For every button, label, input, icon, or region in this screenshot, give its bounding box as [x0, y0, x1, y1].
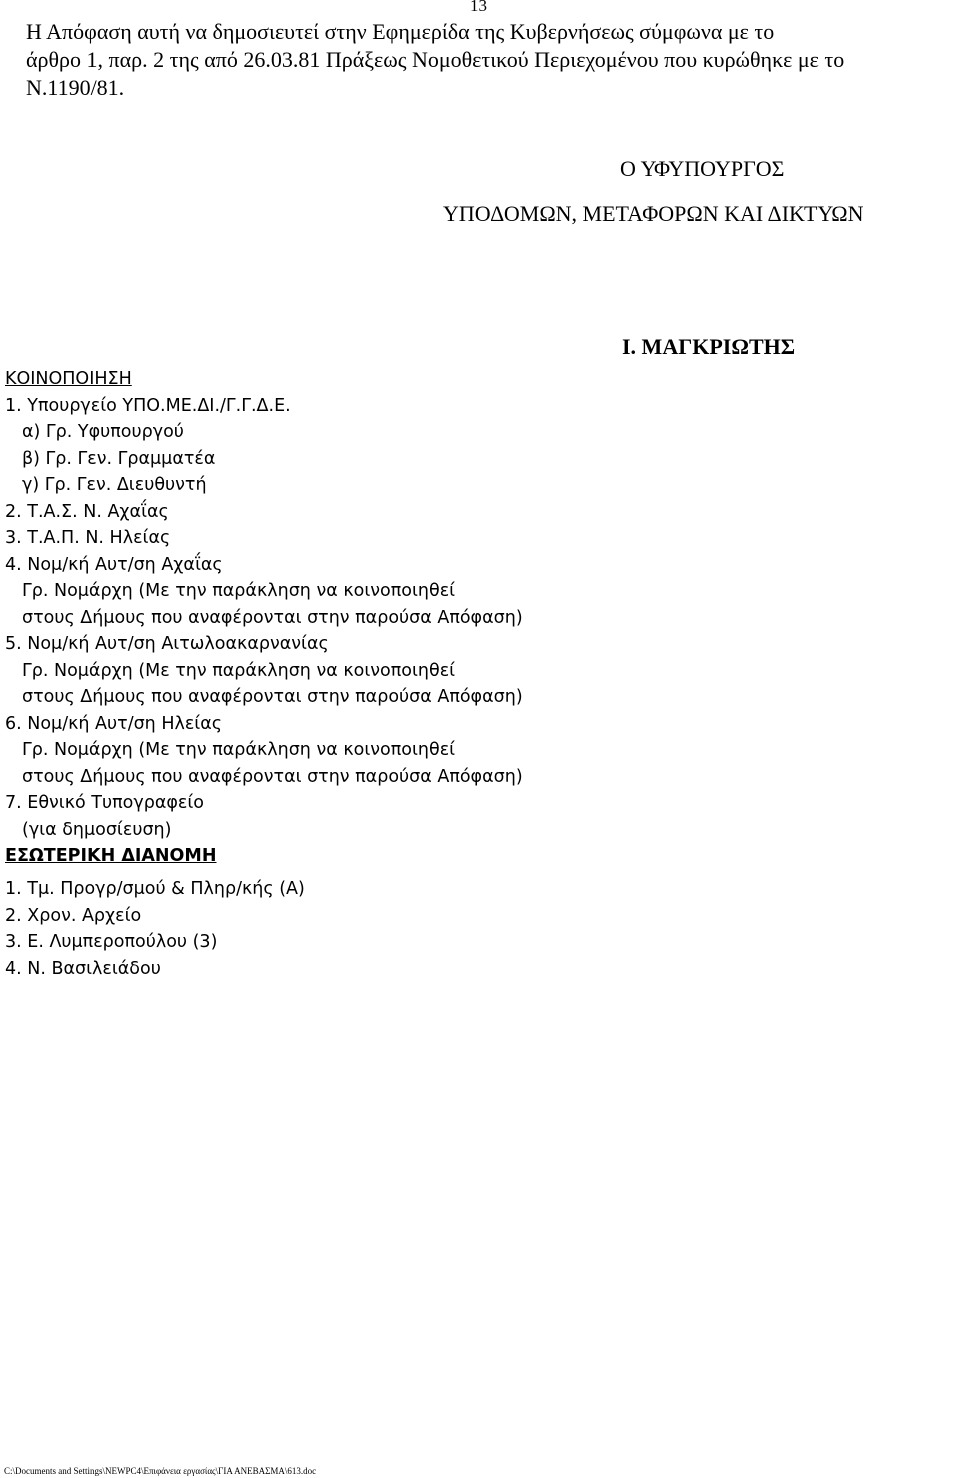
list-item: 3. Τ.Α.Π. Ν. Ηλείας: [5, 528, 171, 548]
list-item: 5. Νομ/κή Αυτ/ση Αιτωλοακαρνανίας: [5, 634, 329, 654]
intro-line-2: άρθρο 1, παρ. 2 της από 26.03.81 Πράξεως Νομοθετικού Περιεχομένου που κυρώθηκε με το: [26, 47, 845, 72]
list-item: Γρ. Νομάρχη (Με την παράκληση να κοινοποιηθεί: [22, 740, 456, 760]
list-item: (για δημοσίευση): [22, 820, 172, 840]
list-item: 4. Νομ/κή Αυτ/ση Αχαΐας: [5, 555, 223, 575]
list-item: Γρ. Νομάρχη (Με την παράκληση να κοινοποιηθεί: [22, 581, 456, 601]
signatory-name: Ι. ΜΑΓΚΡΙΩΤΗΣ: [622, 334, 796, 359]
list-item: α) Γρ. Υφυπουργού: [22, 422, 184, 442]
list-item: στους Δήμους που αναφέρονται στην παρούσα Απόφαση): [22, 608, 523, 628]
list-item: 7. Εθνικό Τυπογραφείο: [5, 793, 204, 813]
list-item: 1. Τμ. Προγρ/σμού & Πληρ/κής (Α): [5, 879, 305, 899]
intro-paragraph: [26, 18, 956, 102]
list-item: γ) Γρ. Γεν. Διευθυντή: [22, 475, 207, 495]
distribution-heading: ΚΟΙΝΟΠΟΙΗΣΗ: [5, 369, 132, 389]
list-item: 4. Ν. Βασιλειάδου: [5, 959, 161, 979]
footer-file-path: C:\Documents and Settings\NEWPC4\Επιφάνεια εργασίας\ΓΙΑ ΑΝΕΒΑΣΜΑ\613.doc: [4, 1466, 317, 1476]
intro-line-3: Ν.1190/81.: [26, 75, 125, 100]
signature-title-line-2: ΥΠΟΔΟΜΩΝ, ΜΕΤΑΦΟΡΩΝ ΚΑΙ ΔΙΚΤΥΩΝ: [443, 201, 864, 226]
list-item: 6. Νομ/κή Αυτ/ση Ηλείας: [5, 714, 223, 734]
intro-line-1: Η Απόφαση αυτή να δημοσιευτεί στην Εφημερίδα της Κυβερνήσεως σύμφωνα με το: [26, 19, 775, 44]
list-item: στους Δήμους που αναφέρονται στην παρούσα Απόφαση): [22, 767, 523, 787]
internal-heading: ΕΣΩΤΕΡΙΚΗ ΔΙΑΝΟΜΗ: [5, 846, 217, 866]
list-item: στους Δήμους που αναφέρονται στην παρούσα Απόφαση): [22, 687, 523, 707]
signature-title-line-1: Ο ΥΦΥΠΟΥΡΓΟΣ: [620, 156, 785, 181]
list-item: 1. Υπουργείο ΥΠΟ.ΜΕ.ΔΙ./Γ.Γ.Δ.Ε.: [5, 396, 291, 416]
list-item: 2. Τ.Α.Σ. Ν. Αχαΐας: [5, 502, 169, 522]
page-number: 13: [470, 0, 487, 15]
list-item: Γρ. Νομάρχη (Με την παράκληση να κοινοποιηθεί: [22, 661, 456, 681]
list-item: β) Γρ. Γεν. Γραμματέα: [22, 449, 216, 469]
list-item: 3. Ε. Λυμπεροπούλου (3): [5, 932, 218, 952]
list-item: 2. Χρον. Αρχείο: [5, 906, 142, 926]
